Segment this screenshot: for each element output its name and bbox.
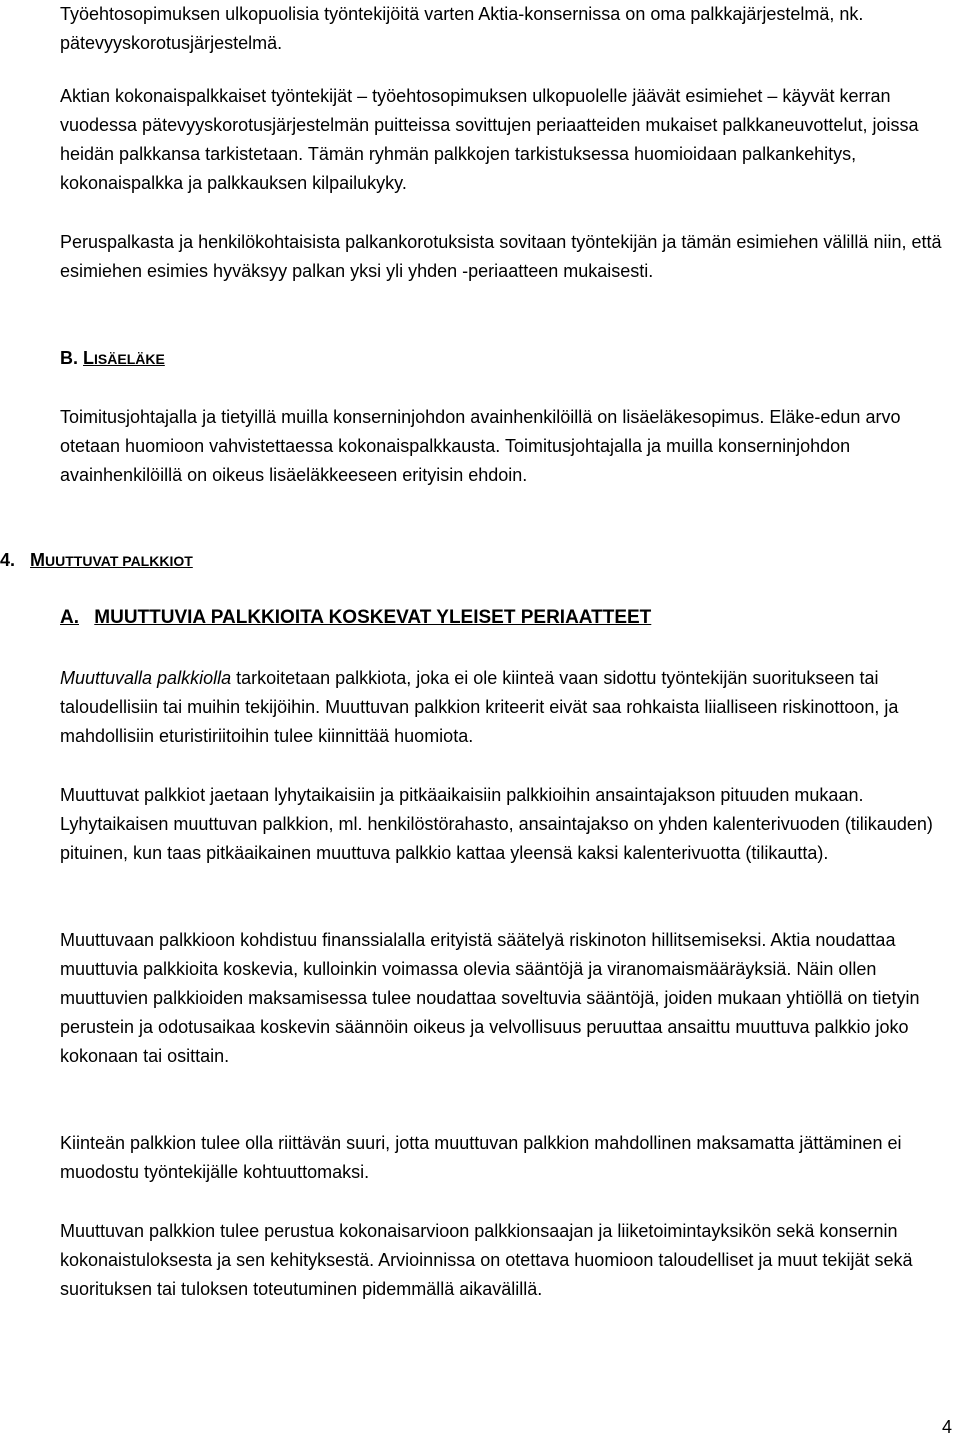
term-variable-pay: Muuttuvalla palkkiolla [60, 668, 232, 688]
paragraph-regulation: Muuttuvaan palkkioon kohdistuu finanssialalla erityistä säätelyä riskinoton hillitsemiseksi. Aktia noudattaa muuttuvia palkkioita koskevia, kulloinkin voimassa olevia sääntöjä ja viranomaismääräyksiä. Näin ollen muuttuvien palkkioiden maksamisessa tulee noudattaa soveltuvia sääntöjä, joiden mukaan yhtiöllä on tietyin perustein ja odotusaikaa koskevin säännöin oikeus ja velvollisuus peruuttaa ansaittu muuttuva palkkio joko kokonaan tai osittain. [60, 930, 920, 1066]
paragraph-variable-pay-definition-text: tarkoitetaan palkkiota, joka ei ole kiinteä vaan sidottu työntekijän suoritukseen tai taloudellisiin tai muihin tekijöihin. Muuttuvan palkkion kriteerit eivät saa rohkaista liialliseen riskinottoon, ja mahdollisiin eturistiriitoihin tulee kiinnittää huomiota. [60, 668, 899, 746]
heading-b-supplementary-pension [60, 348, 165, 369]
heading-4-first-letter: M [30, 550, 46, 570]
paragraph-short-long-term: Muuttuvat palkkiot jaetaan lyhytaikaisiin ja pitkäaikaisiin palkkioihin ansaintajakson pituuden mukaan. Lyhytaikaisen muuttuvan palkkion, ml. henkilöstörahasto, ansaintajakso on yhden kalenterivuoden (tilikauden) pituinen, kun taas pitkäaikainen muuttuva palkkio kattaa yleensä kaksi kalenterivuotta (tilikautta). [60, 785, 933, 863]
heading-b-prefix: B. [60, 348, 84, 368]
heading-4-variable-pay [0, 550, 193, 571]
paragraph-pay-system-intro: Työehtosopimuksen ulkopuolisia työntekijöitä varten Aktia-konsernissa on oma palkkajärjestelmä, nk. pätevyyskorotusjärjestelmä. [60, 4, 864, 53]
heading-a-title: MUUTTUVIA PALKKIOITA KOSKEVAT YLEISET PERIAATTEET [94, 607, 652, 628]
paragraph-base-pay: Peruspalkasta ja henkilökohtaisista palkankorotuksista sovitaan työntekijän ja tämän esimiehen välillä niin, että esimiehen esimies hyväksyy palkan yksi yli yhden -periaatteen mukaisesti. [60, 232, 942, 281]
paragraph-overall-assessment: Muuttuvan palkkion tulee perustua kokonaisarvioon palkkionsaajan ja liiketoimintayksikön sekä konsernin kokonaistuloksesta ja sen kehityksestä. Arvioinnissa on otettava huomioon taloudelliset ja muut tekijät sekä suorituksen tai tuloksen toteutuminen pidemmällä aikavälillä. [60, 1221, 913, 1299]
heading-a-general-principles [60, 607, 651, 629]
heading-4-rest: UUTTUVAT PALKKIOT [45, 553, 193, 569]
heading-4-number: 4. [0, 550, 16, 570]
paragraph-total-pay-employees: Aktian kokonaispalkkaiset työntekijät – työehtosopimuksen ulkopuolelle jäävät esimiehet – käyvät kerran vuodessa pätevyyskorotusjärjestelmän puitteissa sovittujen periaatteiden mukaiset palkkaneuvottelut, joissa heidän palkkansa tarkistetaan. Tämän ryhmän palkkojen tarkistuksessa huomioidaan palkankehitys, kokonaispalkka ja palkkauksen kilpailukyky. [60, 86, 919, 193]
paragraph-supplementary-pension: Toimitusjohtajalla ja tietyillä muilla konserninjohdon avainhenkilöillä on lisäeläkesopimus. Eläke-edun arvo otetaan huomioon vahvistettaessa kokonaispalkkausta. Toimitusjohtajalla ja muilla konserninjohdon avainhenkilöillä on oikeus lisäeläkkeeseen erityisin ehdoin. [60, 407, 901, 485]
paragraph-fixed-pay: Kiinteän palkkion tulee olla riittävän suuri, jotta muuttuvan palkkion mahdollinen maksamatta jättäminen ei muodostu työntekijälle kohtuuttomaksi. [60, 1133, 902, 1182]
paragraph-variable-pay-definition [60, 664, 948, 751]
heading-a-prefix: A. [60, 607, 79, 628]
heading-b-first-letter: L [83, 348, 95, 368]
page-number: 4 [941, 1417, 952, 1437]
heading-b-rest: ISÄELÄKE [94, 351, 165, 367]
